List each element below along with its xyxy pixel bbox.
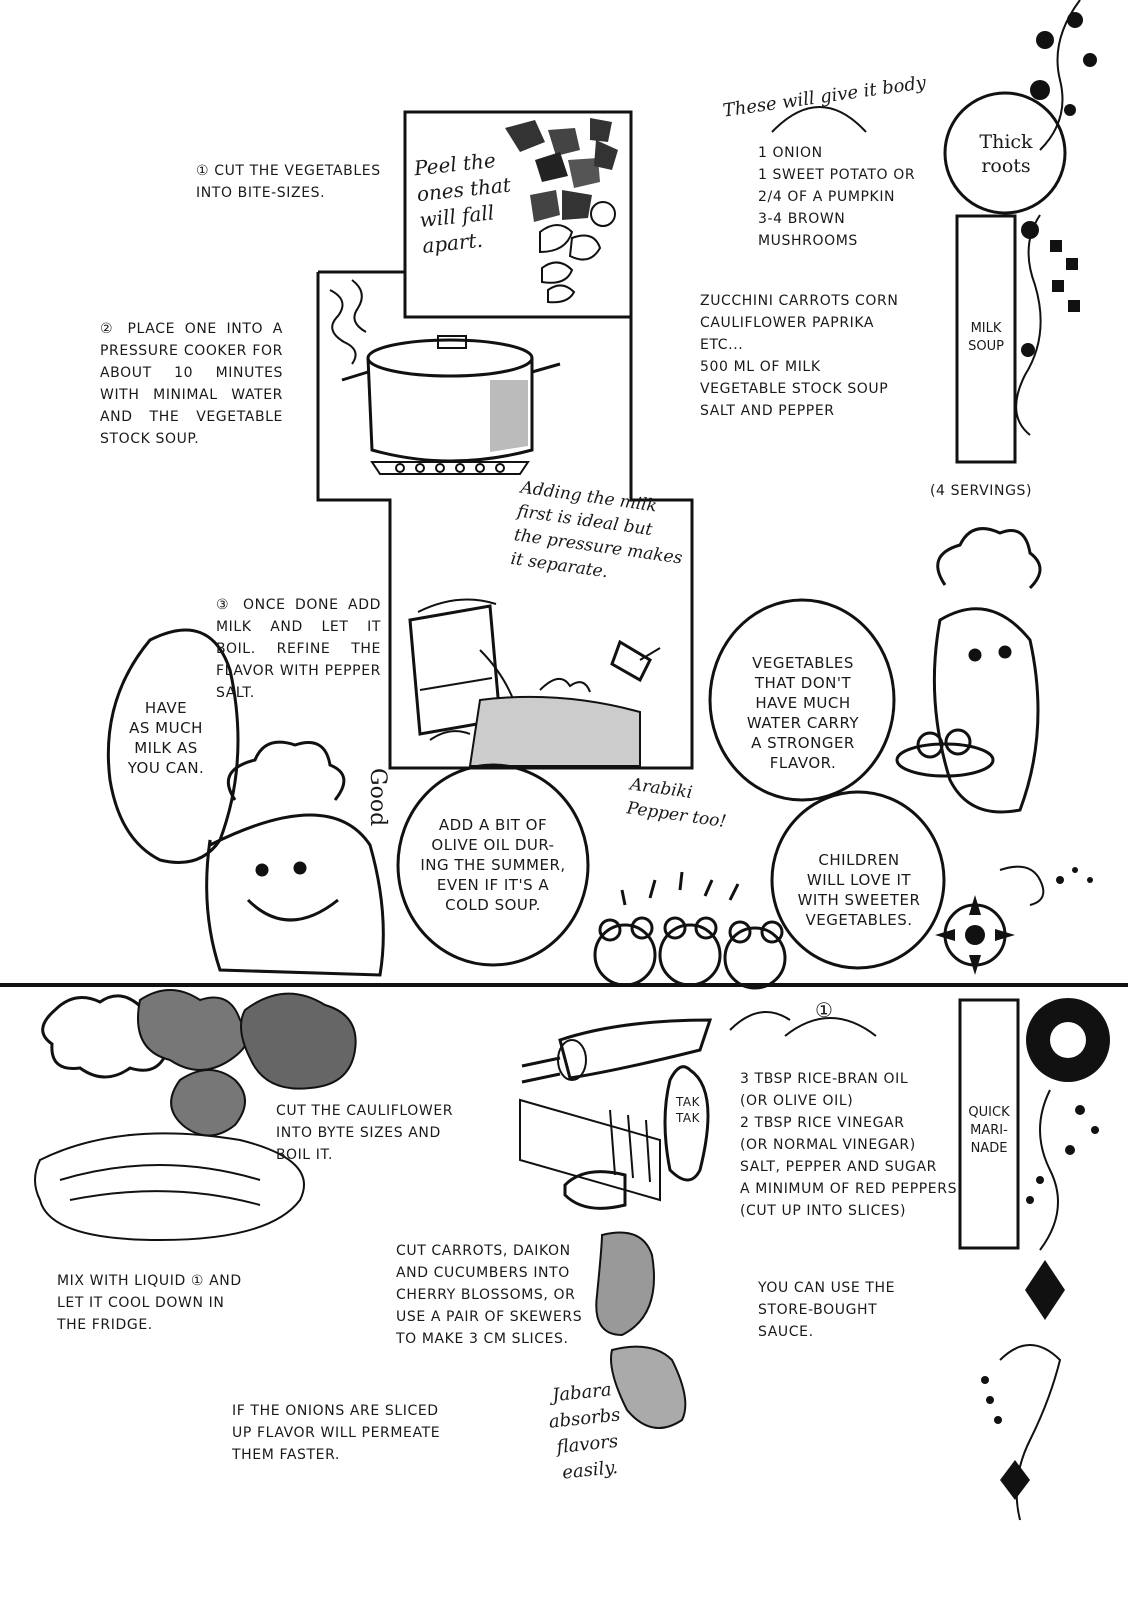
milk-note: Adding the milk first is ideal but the pressure makes it separate. xyxy=(509,477,684,583)
bubble-veg-text: VEGETABLES THAT DON'T HAVE MUCH WATER CARRY A STRONGER FLAVOR. xyxy=(746,654,860,772)
peel-note: Peel the ones that will fall apart. xyxy=(412,147,512,258)
vine-decoration-bottom xyxy=(981,998,1110,1520)
flower-decoration xyxy=(935,867,1093,975)
milk-soup-label: MILK SOUP xyxy=(968,321,1004,354)
vegetable-chunks-drawing xyxy=(505,118,618,302)
other-ingredients: ZUCCHINI CARROTS CORN CAULIFLOWER PAPRIKA ETC... 500 ML OF MILK VEGETABLE STOCK SOUP SALT AND PEPPER xyxy=(700,293,899,419)
onions-text: IF THE ONIONS ARE SLICED UP FLAVOR WILL PERMEATE THEM FASTER. xyxy=(232,1403,441,1463)
bear-characters xyxy=(595,872,785,988)
bubble-children-text: CHILDREN WILL LOVE IT WITH SWEETER VEGETABLES. xyxy=(797,851,921,929)
pressure-cooker-drawing xyxy=(330,280,560,474)
bubble-olive-text: ADD A BIT OF OLIVE OIL DUR- ING THE SUMMER, EVEN IF IT'S A COLD SOUP. xyxy=(420,816,566,914)
thick-roots-label: Thick roots xyxy=(979,131,1033,177)
step-3-text: ③ ONCE DONE ADD MILK AND LET IT BOIL. REFINE THE FLAVOR WITH PEPPER SALT. xyxy=(216,597,381,701)
bubble-milk-text: HAVE AS MUCH MILK AS YOU CAN. xyxy=(127,699,205,777)
marinade-ingredients: 3 TBSP RICE-BRAN OIL (OR OLIVE OIL) 2 TBSP RICE VINEGAR (OR NORMAL VINEGAR) SALT, PEPPER AND SUGAR A MINIMUM OF RED PEPPERS (CUT UP INTO SLICES) xyxy=(740,1071,958,1219)
circle-one-label: ① xyxy=(815,998,833,1022)
chef-character-right xyxy=(897,529,1040,812)
body-label: These will give it body xyxy=(721,72,928,122)
step-2-text: ② PLACE ONE INTO A PRESSURE COOKER FOR ABOUT 10 MINUTES WITH MINIMAL WATER AND THE VEGETABLE STOCK SOUP. xyxy=(100,321,283,447)
body-ingredients: 1 ONION 1 SWEET POTATO OR 2/4 OF A PUMPKIN 3-4 BROWN MUSHROOMS xyxy=(758,145,916,249)
store-sauce-text: YOU CAN USE THE STORE-BOUGHT SAUCE. xyxy=(758,1280,896,1340)
servings-label: (4 SERVINGS) xyxy=(930,483,1033,499)
good-exclamation: Good xyxy=(365,768,390,827)
cauliflower-text: CUT THE CAULIFLOWER INTO BYTE SIZES AND BOIL IT. xyxy=(276,1103,454,1163)
carrots-text: CUT CARROTS, DAIKON AND CUCUMBERS INTO CHERRY BLOSSOMS, OR USE A PAIR OF SKEWERS TO MAKE 3 CM SLICES. xyxy=(396,1243,583,1347)
jabara-note: Jabara absorbs flavors easily. xyxy=(547,1379,622,1484)
milk-pouring-drawing xyxy=(410,600,660,767)
chef-character-left xyxy=(207,742,384,975)
taktak-sound: TAK TAK xyxy=(676,1095,700,1125)
vine-decoration-top xyxy=(1016,0,1097,435)
mix-text: MIX WITH LIQUID ① AND LET IT COOL DOWN IN THE FRIDGE. xyxy=(57,1273,242,1333)
arabiki-note: Arabiki Pepper too! xyxy=(625,774,728,833)
quick-marinade-label: QUICK MARI- NADE xyxy=(968,1105,1010,1156)
step-1-text: ① CUT THE VEGETABLES INTO BITE-SIZES. xyxy=(196,163,381,201)
